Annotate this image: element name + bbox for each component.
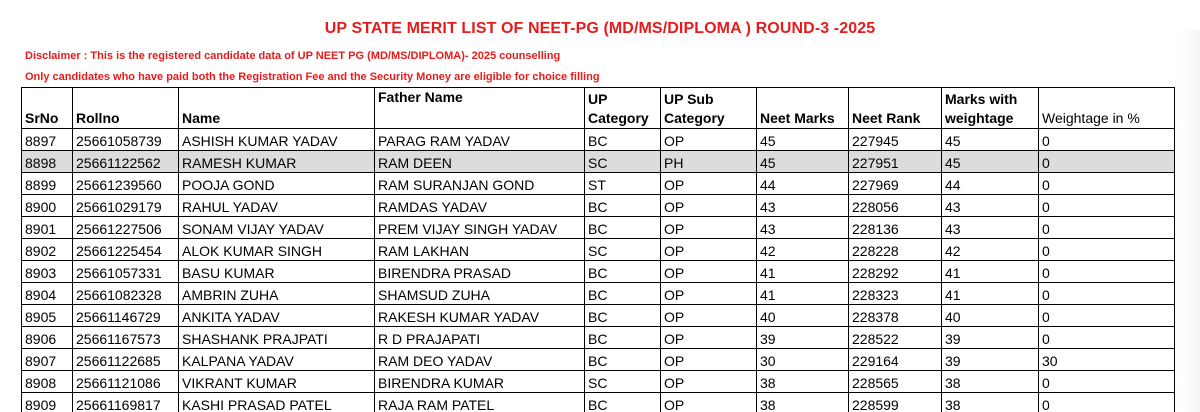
header-marks-with-weightage: Marks with weightage: [942, 88, 1039, 129]
up-category-cell: BC: [585, 261, 661, 283]
up-category-cell: BC: [585, 195, 661, 217]
weightage-percent-cell: 0: [1039, 239, 1175, 261]
neet-marks-cell: 43: [757, 217, 849, 239]
srno-cell: 8897: [22, 129, 73, 151]
marks-with-weightage-cell: 41: [942, 283, 1039, 305]
merit-list-table: [21, 87, 1175, 412]
neet-rank-cell: 228522: [849, 327, 942, 349]
table-row: [22, 195, 1175, 217]
table-row: [22, 349, 1175, 371]
srno-cell: 8908: [22, 371, 73, 393]
srno-cell: 8901: [22, 217, 73, 239]
weightage-percent-cell: 0: [1039, 327, 1175, 349]
table-row: [22, 217, 1175, 239]
weightage-percent-cell: 0: [1039, 371, 1175, 393]
neet-rank-cell: 227969: [849, 173, 942, 195]
weightage-percent-cell: 0: [1039, 195, 1175, 217]
weightage-percent-cell: 0: [1039, 217, 1175, 239]
up-sub-category-cell: OP: [661, 261, 757, 283]
table-row: [22, 239, 1175, 261]
table-row: [22, 283, 1175, 305]
rollno-cell: 25661122685: [73, 349, 179, 371]
neet-rank-cell: 228378: [849, 305, 942, 327]
rollno-cell: 25661122562: [73, 151, 179, 173]
marks-with-weightage-cell: 39: [942, 349, 1039, 371]
up-category-cell: BC: [585, 327, 661, 349]
father-name-cell: RAJA RAM PATEL: [375, 393, 585, 412]
marks-with-weightage-cell: 43: [942, 195, 1039, 217]
up-category-cell: BC: [585, 283, 661, 305]
neet-rank-cell: 227951: [849, 151, 942, 173]
header-neet-rank: Neet Rank: [849, 88, 942, 129]
name-cell: KALPANA YADAV: [179, 349, 375, 371]
father-name-cell: R D PRAJAPATI: [375, 327, 585, 349]
name-cell: RAHUL YADAV: [179, 195, 375, 217]
up-category-cell: BC: [585, 349, 661, 371]
neet-marks-cell: 45: [757, 129, 849, 151]
rollno-cell: 25661225454: [73, 239, 179, 261]
table-row: [22, 327, 1175, 349]
srno-cell: 8899: [22, 173, 73, 195]
name-cell: ALOK KUMAR SINGH: [179, 239, 375, 261]
table-row: [22, 305, 1175, 327]
up-sub-category-cell: OP: [661, 349, 757, 371]
up-category-cell: SC: [585, 151, 661, 173]
table-row: [22, 261, 1175, 283]
srno-cell: 8906: [22, 327, 73, 349]
neet-marks-cell: 42: [757, 239, 849, 261]
neet-rank-cell: 228056: [849, 195, 942, 217]
marks-with-weightage-cell: 43: [942, 217, 1039, 239]
up-sub-category-cell: OP: [661, 371, 757, 393]
neet-rank-cell: 229164: [849, 349, 942, 371]
neet-marks-cell: 40: [757, 305, 849, 327]
neet-rank-cell: 228292: [849, 261, 942, 283]
up-sub-category-cell: OP: [661, 195, 757, 217]
weightage-percent-cell: 0: [1039, 129, 1175, 151]
table-row: [22, 151, 1175, 173]
father-name-cell: RAKESH KUMAR YADAV: [375, 305, 585, 327]
marks-with-weightage-cell: 38: [942, 371, 1039, 393]
name-cell: ANKITA YADAV: [179, 305, 375, 327]
up-sub-category-cell: OP: [661, 129, 757, 151]
weightage-percent-cell: 0: [1039, 151, 1175, 173]
name-cell: RAMESH KUMAR: [179, 151, 375, 173]
neet-rank-cell: 228228: [849, 239, 942, 261]
neet-marks-cell: 41: [757, 261, 849, 283]
neet-marks-cell: 39: [757, 327, 849, 349]
table-row: [22, 173, 1175, 195]
name-cell: POOJA GOND: [179, 173, 375, 195]
rollno-cell: 25661227506: [73, 217, 179, 239]
up-category-cell: SC: [585, 239, 661, 261]
neet-marks-cell: 30: [757, 349, 849, 371]
up-sub-category-cell: OP: [661, 393, 757, 412]
header-row: [22, 88, 1175, 129]
neet-marks-cell: 45: [757, 151, 849, 173]
rollno-cell: 25661057331: [73, 261, 179, 283]
weightage-percent-cell: 0: [1039, 173, 1175, 195]
marks-with-weightage-cell: 44: [942, 173, 1039, 195]
father-name-cell: BIRENDRA PRASAD: [375, 261, 585, 283]
header-father-name: Father Name: [375, 88, 585, 129]
table-row: [22, 129, 1175, 151]
neet-marks-cell: 38: [757, 371, 849, 393]
up-category-cell: SC: [585, 371, 661, 393]
rollno-cell: 25661167573: [73, 327, 179, 349]
page-edge-shadow: [1180, 30, 1200, 412]
up-sub-category-cell: OP: [661, 283, 757, 305]
table-row: [22, 371, 1175, 393]
marks-with-weightage-cell: 42: [942, 239, 1039, 261]
neet-rank-cell: 228599: [849, 393, 942, 412]
rollno-cell: 25661058739: [73, 129, 179, 151]
srno-cell: 8903: [22, 261, 73, 283]
rollno-cell: 25661121086: [73, 371, 179, 393]
weightage-percent-cell: 0: [1039, 305, 1175, 327]
father-name-cell: RAM SURANJAN GOND: [375, 173, 585, 195]
srno-cell: 8902: [22, 239, 73, 261]
header-neet-marks: Neet Marks: [757, 88, 849, 129]
weightage-percent-cell: 30: [1039, 349, 1175, 371]
up-sub-category-cell: OP: [661, 217, 757, 239]
up-sub-category-cell: OP: [661, 327, 757, 349]
neet-rank-cell: 228565: [849, 371, 942, 393]
table-row: [22, 393, 1175, 412]
up-sub-category-cell: OP: [661, 305, 757, 327]
disclaimer-line-2: Only candidates who have paid both the Registration Fee and the Security Money are eligible for choice filling: [25, 71, 600, 83]
neet-marks-cell: 41: [757, 283, 849, 305]
up-category-cell: BC: [585, 393, 661, 412]
srno-cell: 8904: [22, 283, 73, 305]
marks-with-weightage-cell: 41: [942, 261, 1039, 283]
page-title: UP STATE MERIT LIST OF NEET-PG (MD/MS/DIPLOMA ) ROUND-3 -2025: [324, 20, 876, 37]
srno-cell: 8907: [22, 349, 73, 371]
father-name-cell: RAM DEEN: [375, 151, 585, 173]
neet-rank-cell: 227945: [849, 129, 942, 151]
neet-rank-cell: 228323: [849, 283, 942, 305]
father-name-cell: RAMDAS YADAV: [375, 195, 585, 217]
up-category-cell: BC: [585, 217, 661, 239]
father-name-cell: BIRENDRA KUMAR: [375, 371, 585, 393]
up-category-cell: BC: [585, 129, 661, 151]
rollno-cell: 25661029179: [73, 195, 179, 217]
rollno-cell: 25661082328: [73, 283, 179, 305]
name-cell: ASHISH KUMAR YADAV: [179, 129, 375, 151]
weightage-percent-cell: 0: [1039, 393, 1175, 412]
up-sub-category-cell: OP: [661, 173, 757, 195]
name-cell: SONAM VIJAY YADAV: [179, 217, 375, 239]
neet-rank-cell: 228136: [849, 217, 942, 239]
name-cell: AMBRIN ZUHA: [179, 283, 375, 305]
header-up-sub-category: UP Sub Category: [661, 88, 757, 129]
up-sub-category-cell: PH: [661, 151, 757, 173]
marks-with-weightage-cell: 38: [942, 393, 1039, 412]
rollno-cell: 25661169817: [73, 393, 179, 412]
marks-with-weightage-cell: 45: [942, 129, 1039, 151]
header-srno: SrNo: [22, 88, 73, 129]
marks-with-weightage-cell: 45: [942, 151, 1039, 173]
weightage-percent-cell: 0: [1039, 283, 1175, 305]
header-up-category: UP Category: [585, 88, 661, 129]
neet-marks-cell: 38: [757, 393, 849, 412]
header-name: Name: [179, 88, 375, 129]
father-name-cell: PREM VIJAY SINGH YADAV: [375, 217, 585, 239]
neet-marks-cell: 44: [757, 173, 849, 195]
up-sub-category-cell: OP: [661, 239, 757, 261]
weightage-percent-cell: 0: [1039, 261, 1175, 283]
rollno-cell: 25661146729: [73, 305, 179, 327]
srno-cell: 8900: [22, 195, 73, 217]
srno-cell: 8905: [22, 305, 73, 327]
srno-cell: 8898: [22, 151, 73, 173]
neet-marks-cell: 43: [757, 195, 849, 217]
rollno-cell: 25661239560: [73, 173, 179, 195]
name-cell: SHASHANK PRAJPATI: [179, 327, 375, 349]
father-name-cell: PARAG RAM YADAV: [375, 129, 585, 151]
father-name-cell: RAM DEO YADAV: [375, 349, 585, 371]
name-cell: BASU KUMAR: [179, 261, 375, 283]
marks-with-weightage-cell: 39: [942, 327, 1039, 349]
marks-with-weightage-cell: 40: [942, 305, 1039, 327]
father-name-cell: SHAMSUD ZUHA: [375, 283, 585, 305]
header-rollno: Rollno: [73, 88, 179, 129]
disclaimer-line-1: Disclaimer : This is the registered candidate data of UP NEET PG (MD/MS/DIPLOMA)- 2025 counselling: [25, 50, 561, 62]
name-cell: VIKRANT KUMAR: [179, 371, 375, 393]
father-name-cell: RAM LAKHAN: [375, 239, 585, 261]
srno-cell: 8909: [22, 393, 73, 412]
header-weightage-percent: Weightage in %: [1039, 88, 1175, 129]
up-category-cell: ST: [585, 173, 661, 195]
up-category-cell: BC: [585, 305, 661, 327]
name-cell: KASHI PRASAD PATEL: [179, 393, 375, 412]
